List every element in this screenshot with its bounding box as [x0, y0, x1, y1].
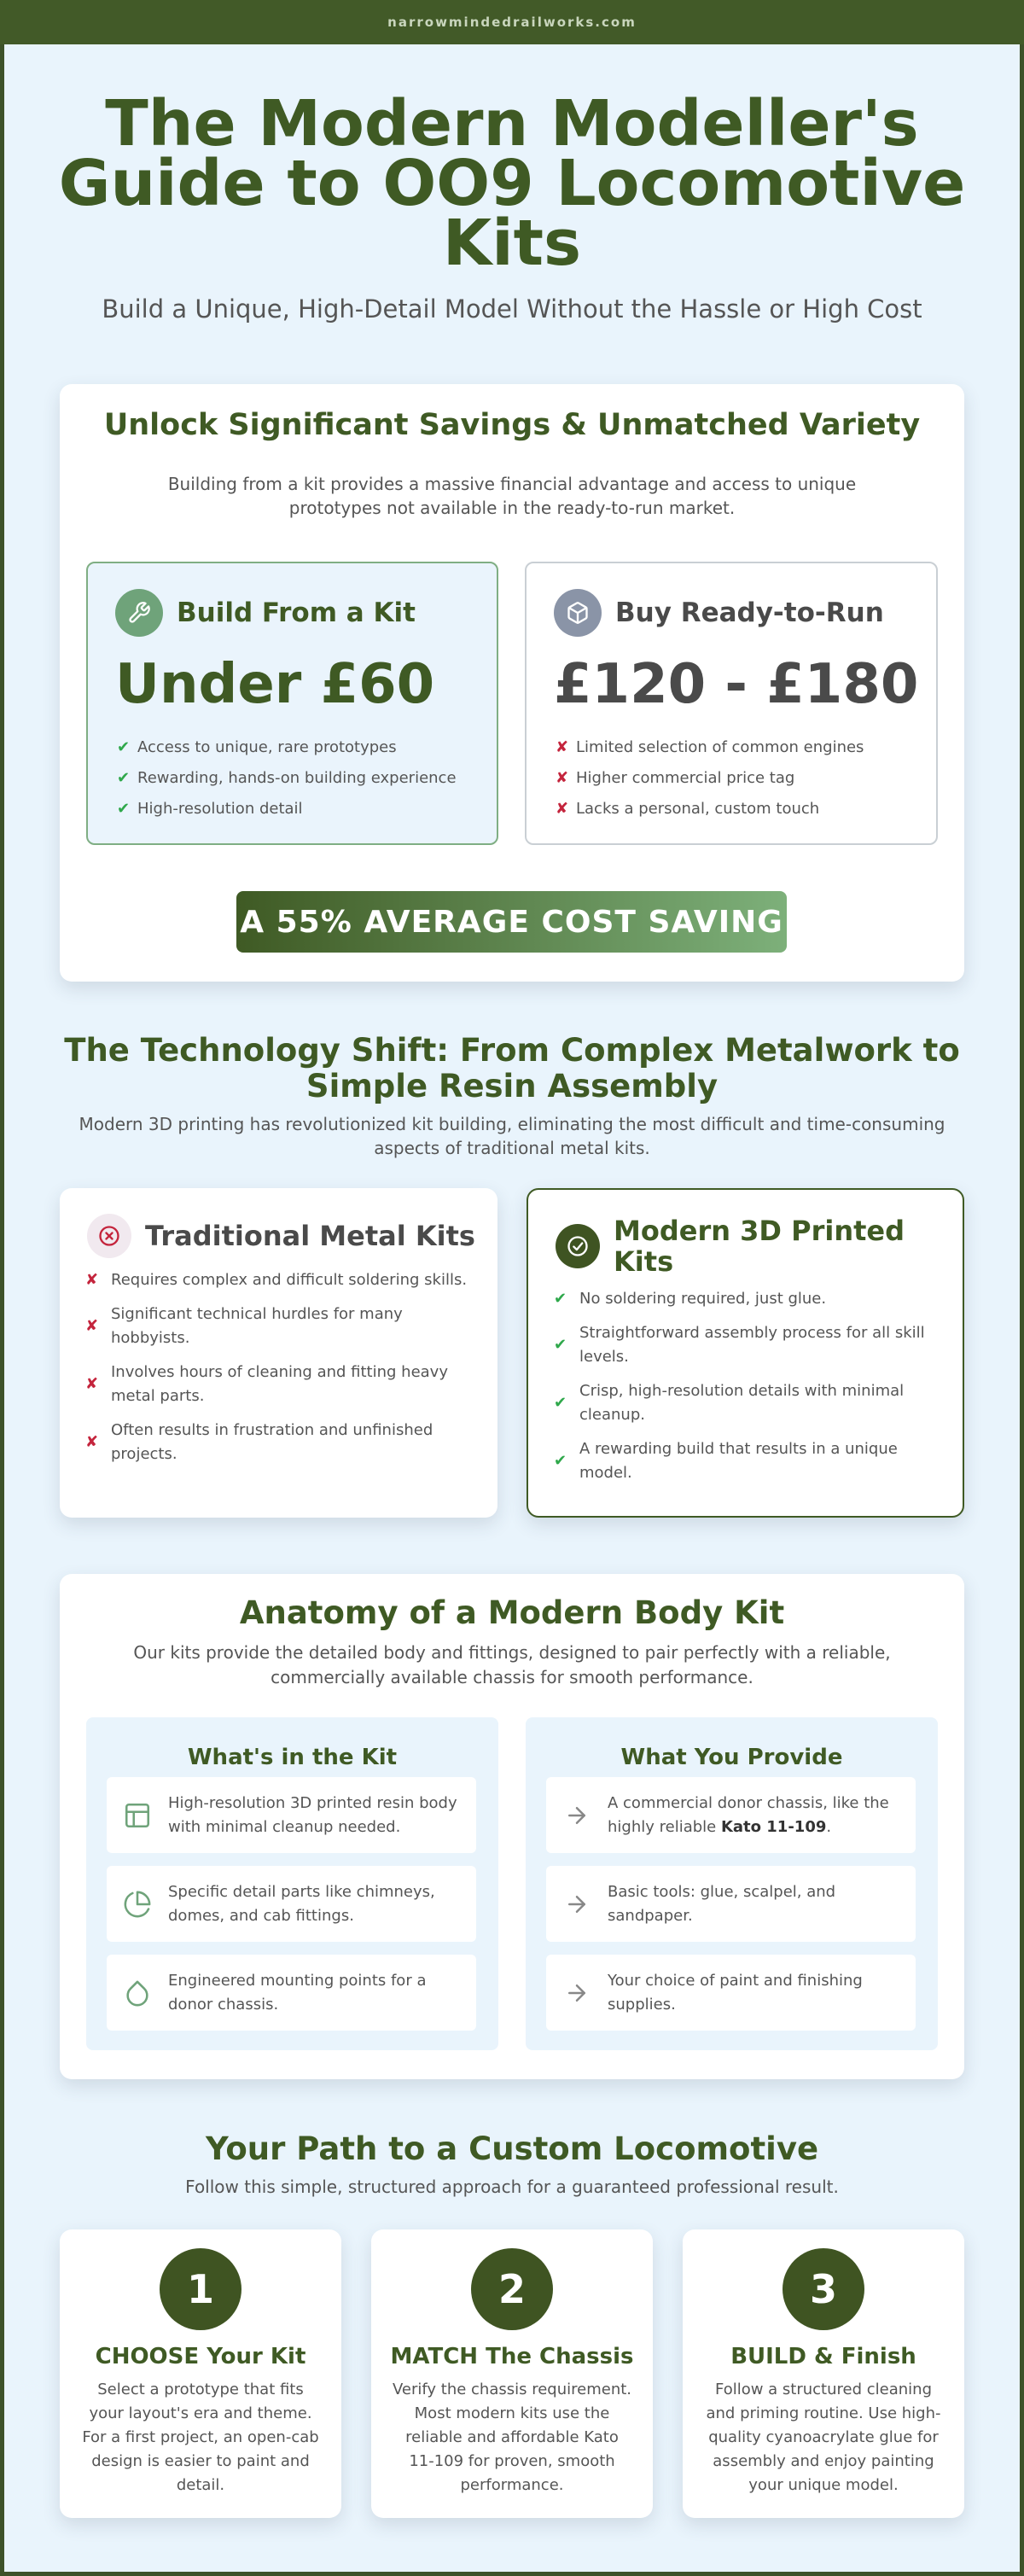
step-card-2	[371, 2229, 653, 2518]
list-item: Your choice of paint and finishing supplies.	[546, 1955, 916, 2031]
cross-icon: ✘	[85, 1433, 99, 1451]
list-item: ✔ Crisp, high-resolution details with minimal cleanup.	[554, 1382, 905, 1424]
rtr-title: Buy Ready-to-Run	[615, 597, 884, 628]
metal-kits-title: Traditional Metal Kits	[145, 1220, 475, 1252]
wrench-icon	[115, 589, 163, 637]
list-item: ✘ Limited selection of common engines	[556, 737, 864, 756]
kit-price-box	[86, 562, 498, 845]
printed-kits-title: Modern 3D Printed Kits	[614, 1215, 905, 1278]
x-circle-icon	[87, 1214, 131, 1258]
step-number: 3	[783, 2248, 864, 2330]
top-bar	[0, 0, 1024, 44]
printed-kits-card	[527, 1188, 964, 1518]
list-item: ✔ Access to unique, rare prototypes	[117, 737, 397, 756]
kit-benefits-list	[117, 731, 457, 824]
step-title: MATCH The Chassis	[390, 2344, 634, 2369]
cross-icon: ✘	[85, 1271, 99, 1289]
rtr-price: £120 - £180	[554, 653, 919, 716]
list-item: ✘ Higher commercial price tag	[556, 768, 795, 787]
cross-icon: ✘	[556, 768, 569, 787]
list-item: ✔ High-resolution detail	[117, 799, 303, 818]
step-card-3	[683, 2229, 964, 2518]
list-item: ✘ Involves hours of cleaning and fitting heavy metal parts.	[85, 1363, 448, 1405]
metal-kits-list	[85, 1268, 478, 1477]
droplet-icon	[107, 1979, 168, 2008]
list-item: ✔ Straightforward assembly process for all skill levels.	[554, 1324, 925, 1366]
anatomy-description: Our kits provide the detailed body and fittings, designed to pair perfectly with a reliable, commercially available chassis for smooth performance.	[133, 1642, 891, 1687]
check-icon: ✔	[554, 1336, 567, 1354]
cross-icon: ✘	[556, 799, 569, 818]
list-item: ✔ Rewarding, hands-on building experience	[117, 768, 457, 787]
list-item: ✘ Lacks a personal, custom touch	[556, 799, 820, 818]
pie-chart-icon	[107, 1890, 168, 1919]
check-icon: ✔	[554, 1290, 567, 1308]
step-title: BUILD & Finish	[730, 2344, 916, 2369]
technology-title: The Technology Shift: From Complex Metalwork to Simple Resin Assembly	[64, 1032, 960, 1104]
path-description: Follow this simple, structured approach for a guaranteed professional result.	[185, 2177, 839, 2197]
list-item: ✔ A rewarding build that results in a unique model.	[554, 1440, 898, 1482]
step-text: Select a prototype that fits your layout's era and theme. For a first project, an open-cab design is easier to paint and detail.	[82, 2381, 319, 2494]
cost-saving-banner: A 55% AVERAGE COST SAVING	[236, 891, 787, 953]
metal-kits-card	[60, 1188, 497, 1518]
anatomy-title: Anatomy of a Modern Body Kit	[239, 1594, 785, 1631]
cross-icon: ✘	[85, 1317, 99, 1335]
list-item: High-resolution 3D printed resin body with minimal cleanup needed.	[107, 1777, 476, 1853]
list-item: Specific detail parts like chimneys, domes, and cab fittings.	[107, 1866, 476, 1942]
in-kit-title: What's in the Kit	[187, 1745, 398, 1770]
arrow-right-icon	[546, 1891, 608, 1917]
check-icon: ✔	[554, 1394, 567, 1412]
list-item: Engineered mounting points for a donor chassis.	[107, 1955, 476, 2031]
in-kit-panel	[86, 1717, 498, 2050]
box-icon	[554, 589, 602, 637]
arrow-right-icon	[546, 1803, 608, 1828]
check-icon: ✔	[554, 1452, 567, 1470]
rtr-price-box	[525, 562, 938, 845]
path-title: Your Path to a Custom Locomotive	[205, 2130, 819, 2167]
savings-description: Building from a kit provides a massive financial advantage and access to unique prototypes not available in the ready-to-run market.	[167, 474, 857, 518]
list-item: ✘ Often results in frustration and unfinished projects.	[85, 1421, 433, 1463]
you-provide-panel	[526, 1717, 938, 2050]
check-icon: ✔	[117, 768, 131, 787]
cross-icon: ✘	[85, 1375, 99, 1393]
cross-icon: ✘	[556, 737, 569, 756]
list-item: A commercial donor chassis, like the highly reliable Kato 11-109.	[546, 1777, 916, 1853]
list-item: ✘ Significant technical hurdles for many hobbyists.	[85, 1305, 403, 1347]
step-number: 2	[471, 2248, 553, 2330]
rtr-drawbacks-list	[556, 731, 864, 824]
site-domain[interactable]: narrowmindedrailworks.com	[387, 15, 637, 30]
step-number: 1	[160, 2248, 241, 2330]
arrow-right-icon	[546, 1980, 608, 2006]
step-title: CHOOSE Your Kit	[95, 2344, 306, 2369]
page-subtitle: Build a Unique, High-Detail Model Without the Hassle or High Cost	[102, 294, 922, 323]
list-item: Basic tools: glue, scalpel, and sandpaper.	[546, 1866, 916, 1942]
step-text: Follow a structured cleaning and priming routine. Use high-quality cyanoacrylate glue for assembly and enjoy painting your unique model.	[706, 2381, 941, 2494]
layout-icon	[107, 1801, 168, 1830]
list-item: ✔ No soldering required, just glue.	[554, 1287, 946, 1311]
technology-description: Modern 3D printing has revolutionized kit building, eliminating the most difficult and time-consuming aspects of traditional metal kits.	[79, 1114, 945, 1158]
step-text: Verify the chassis requirement. Most modern kits use the reliable and affordable Kato 11-109 for proven, smooth performance.	[392, 2381, 632, 2494]
kit-price: Under £60	[115, 653, 435, 716]
printed-kits-list	[554, 1287, 946, 1495]
check-circle-icon	[556, 1224, 600, 1268]
savings-title: Unlock Significant Savings & Unmatched Variety	[103, 408, 921, 442]
kit-title: Build From a Kit	[177, 597, 416, 628]
you-provide-title: What You Provide	[620, 1745, 843, 1770]
chassis-model: Kato 11-109	[720, 1817, 827, 1836]
list-item: ✘ Requires complex and difficult soldering skills.	[85, 1268, 478, 1292]
step-card-1	[60, 2229, 341, 2518]
check-icon: ✔	[117, 799, 131, 818]
page-title: The Modern Modeller's Guide to OO9 Locomotive Kits	[58, 87, 966, 280]
check-icon: ✔	[117, 737, 131, 756]
